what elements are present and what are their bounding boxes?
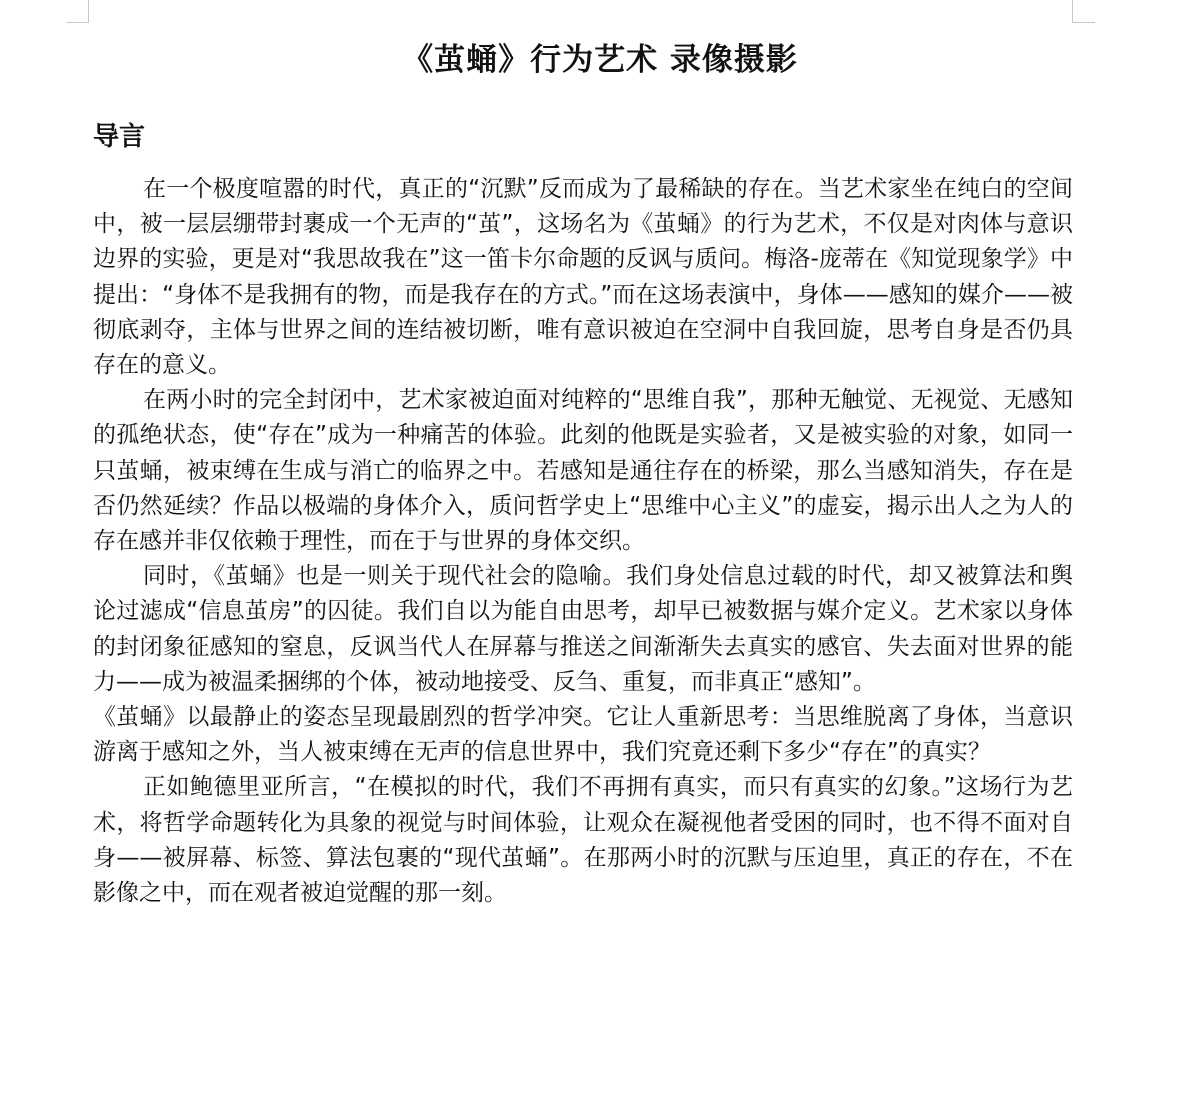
document-title: 《茧蛹》行为艺术 录像摄影 (402, 42, 798, 78)
body-text (93, 172, 1073, 911)
paragraph-4: 《茧蛹》以最静止的姿态呈现最剧烈的哲学冲突。它让人重新思考：当思维脱离了身体，当意识游离于感知之外，当人被束缚在无声的信息世界中，我们究竟还剩下多少“存在”的真实？ (93, 704, 1073, 766)
paragraph-1: 在一个极度喧嚣的时代，真正的“沉默”反而成为了最稀缺的存在。当艺术家坐在纯白的空间中，被一层层绷带封裹成一个无声的“茧”，这场名为《茧蛹》的行为艺术，不仅是对肉体与意识边界的实验，更是对“我思故我在”这一笛卡尔命题的反讽与质问。梅洛-庞蒂在《知觉现象学》中提出：“身体不是我拥有的物，而是我存在的方式。”而在这场表演中，身体——感知的媒介——被彻底剥夺，主体与世界之间的连结被切断，唯有意识被迫在空洞中自我回旋，思考自身是否仍具存在的意义。 (93, 176, 1073, 379)
paragraph-2: 在两小时的完全封闭中，艺术家被迫面对纯粹的“思维自我”，那种无触觉、无视觉、无感知的孤绝状态，使“存在”成为一种痛苦的体验。此刻的他既是实验者，又是被实验的对象，如同一只茧蛹，被束缚在生成与消亡的临界之中。若感知是通往存在的桥梁，那么当感知消失，存在是否仍然延续？作品以极端的身体介入，质问哲学史上“思维中心主义”的虚妄，揭示出人之为人的存在感并非仅依赖于理性，而在于与世界的身体交织。 (93, 387, 1073, 555)
section-heading-introduction: 导言 (93, 122, 146, 152)
crop-mark-top-left (66, 0, 89, 23)
paragraph-3: 同时，《茧蛹》也是一则关于现代社会的隐喻。我们身处信息过载的时代，却又被算法和舆论过滤成“信息茧房”的囚徒。我们自以为能自由思考，却早已被数据与媒介定义。艺术家以身体的封闭象征感知的窒息，反讽当代人在屏幕与推送之间渐渐失去真实的感官、失去面对世界的能力——成为被温柔捆绑的个体，被动地接受、反刍、重复，而非真正“感知”。 (93, 563, 1073, 695)
paragraph-5: 正如鲍德里亚所言，“在模拟的时代，我们不再拥有真实，而只有真实的幻象。”这场行为艺术，将哲学命题转化为具象的视觉与时间体验，让观众在凝视他者受困的同时，也不得不面对自身——被屏幕、标签、算法包裹的“现代茧蛹”。在那两小时的沉默与压迫里，真正的存在，不在影像之中，而在观者被迫觉醒的那一刻。 (93, 774, 1073, 907)
crop-mark-top-right (1072, 0, 1095, 23)
